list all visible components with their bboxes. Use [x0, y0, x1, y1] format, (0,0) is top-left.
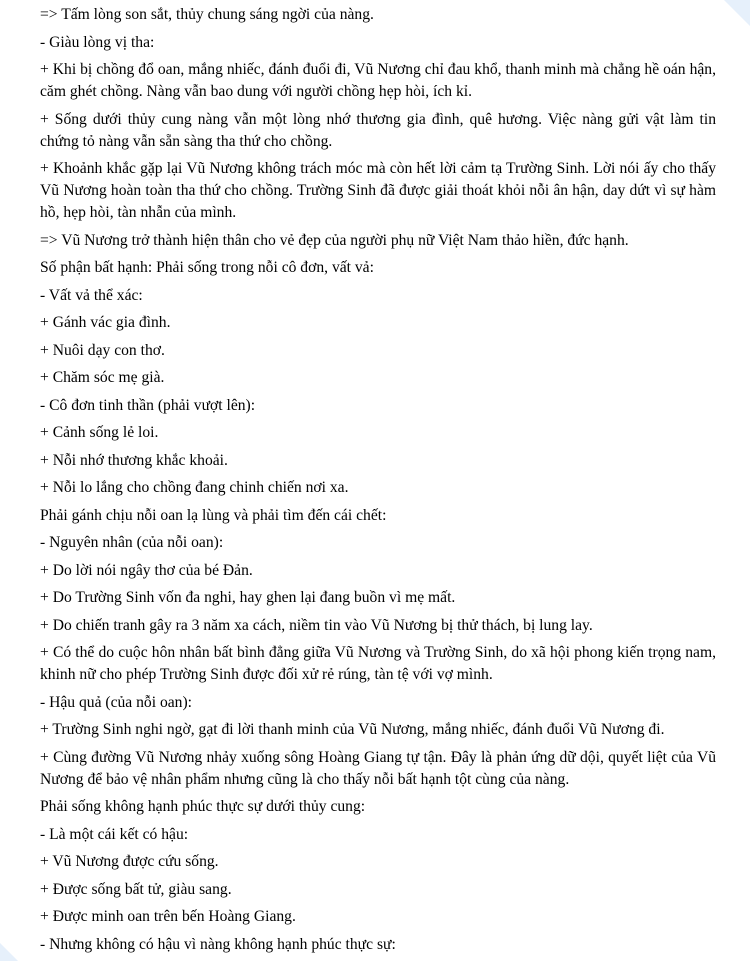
- paragraph-subheading: - Vất vả thể xác:: [40, 286, 143, 304]
- paragraph-item: + Khi bị chồng đổ oan, mắng nhiếc, đánh đuổi đi, Vũ Nương chỉ đau khổ, thanh minh mà chẳng hề oán hận, căm ghét chồng. Nàng vẫn bao dung với người chồng hẹp hòi, ích kỉ.: [40, 61, 716, 100]
- paragraph-item: + Được sống bất tử, giàu sang.: [40, 880, 232, 898]
- paragraph-item: + Nỗi lo lắng cho chồng đang chinh chiến nơi xa.: [40, 479, 349, 496]
- paragraph-item: + Do Trường Sinh vốn đa nghi, hay ghen lại đang buồn vì mẹ mất.: [40, 589, 456, 606]
- paragraph-item: + Do chiến tranh gây ra 3 năm xa cách, niềm tin vào Vũ Nương bị thử thách, bị lung lay.: [40, 616, 593, 634]
- paragraph-item: + Gánh vác gia đình.: [40, 314, 171, 331]
- paragraph-subheading: - Hậu quả (của nỗi oan):: [40, 693, 192, 711]
- section-heading-water-palace: Phải sống không hạnh phúc thực sự dưới thủy cung:: [40, 798, 366, 815]
- paragraph-item: + Sống dưới thủy cung nàng vẫn một lòng nhớ thương gia đình, quê hương. Việc nàng gửi vật làm tin chứng tỏ nàng vẫn sẵn sàng tha thứ cho chồng.: [40, 110, 716, 150]
- paragraph-item: + Chăm sóc mẹ già.: [40, 369, 165, 386]
- paragraph-subheading: - Là một cái kết có hậu:: [40, 825, 189, 843]
- section-heading-injustice: Phải gánh chịu nỗi oan lạ lùng và phải tìm đến cái chết:: [40, 506, 387, 524]
- paragraph-item: + Được minh oan trên bến Hoàng Giang.: [40, 908, 296, 925]
- paragraph-heading-altruism: - Giàu lòng vị tha:: [40, 33, 155, 51]
- paragraph-item: + Nuôi dạy con thơ.: [40, 341, 165, 359]
- section-heading-misfortune: Số phận bất hạnh: Phải sống trong nỗi cô đơn, vất vả:: [40, 259, 374, 276]
- paragraph-item: + Do lời nói ngây thơ của bé Đản.: [40, 561, 253, 579]
- paragraph-item: + Có thể do cuộc hôn nhân bất bình đẳng giữa Vũ Nương và Trường Sinh, do xã hội phong kiến trọng nam, khinh nữ cho phép Trường Sinh được đối xử rẻ rúng, tàn tệ với vợ mình.: [40, 644, 716, 683]
- paragraph-item: + Trường Sinh nghi ngờ, gạt đi lời thanh minh của Vũ Nương, mắng nhiếc, đánh đuổi Vũ Nương đi.: [40, 721, 665, 738]
- document-body: [40, 0, 716, 956]
- paragraph-subheading: - Nhưng không có hậu vì nàng không hạnh phúc thực sự:: [40, 935, 396, 953]
- paragraph-item: + Cảnh sống lẻ loi.: [40, 424, 159, 441]
- paragraph-item: + Cùng đường Vũ Nương nhảy xuống sông Hoàng Giang tự tận. Đây là phản ứng dữ dội, quyết liệt của Vũ Nương để bảo vệ nhân phẩm nhưng cũng là cho thấy nỗi bất hạnh tột cùng của nàng.: [40, 748, 716, 788]
- paragraph-conclusion-virtue: => Vũ Nương trở thành hiện thân cho vẻ đẹp của người phụ nữ Việt Nam thảo hiền, đức hạnh.: [40, 231, 629, 249]
- corner-decoration-top: [724, 0, 750, 26]
- paragraph-subheading: - Nguyên nhân (của nỗi oan):: [40, 534, 224, 551]
- paragraph-item: + Khoảnh khắc gặp lại Vũ Nương không trách móc mà còn hết lời cảm tạ Trường Sinh. Lời nói ấy cho thấy Vũ Nương hoàn toàn tha thứ cho chồng. Trường Sinh đã được giải thoát khỏi nỗi ân hận, day dứt vì sự hàm hồ, hẹp hòi, tàn nhẫn của mình.: [40, 160, 716, 221]
- paragraph-subheading: - Cô đơn tinh thần (phải vượt lên):: [40, 396, 256, 414]
- paragraph-item: + Nỗi nhớ thương khắc khoải.: [40, 451, 228, 469]
- paragraph-conclusion-loyalty: => Tấm lòng son sắt, thủy chung sáng ngời của nàng.: [40, 6, 374, 23]
- corner-decoration-bottom: [0, 943, 18, 961]
- paragraph-item: + Vũ Nương được cứu sống.: [40, 853, 219, 870]
